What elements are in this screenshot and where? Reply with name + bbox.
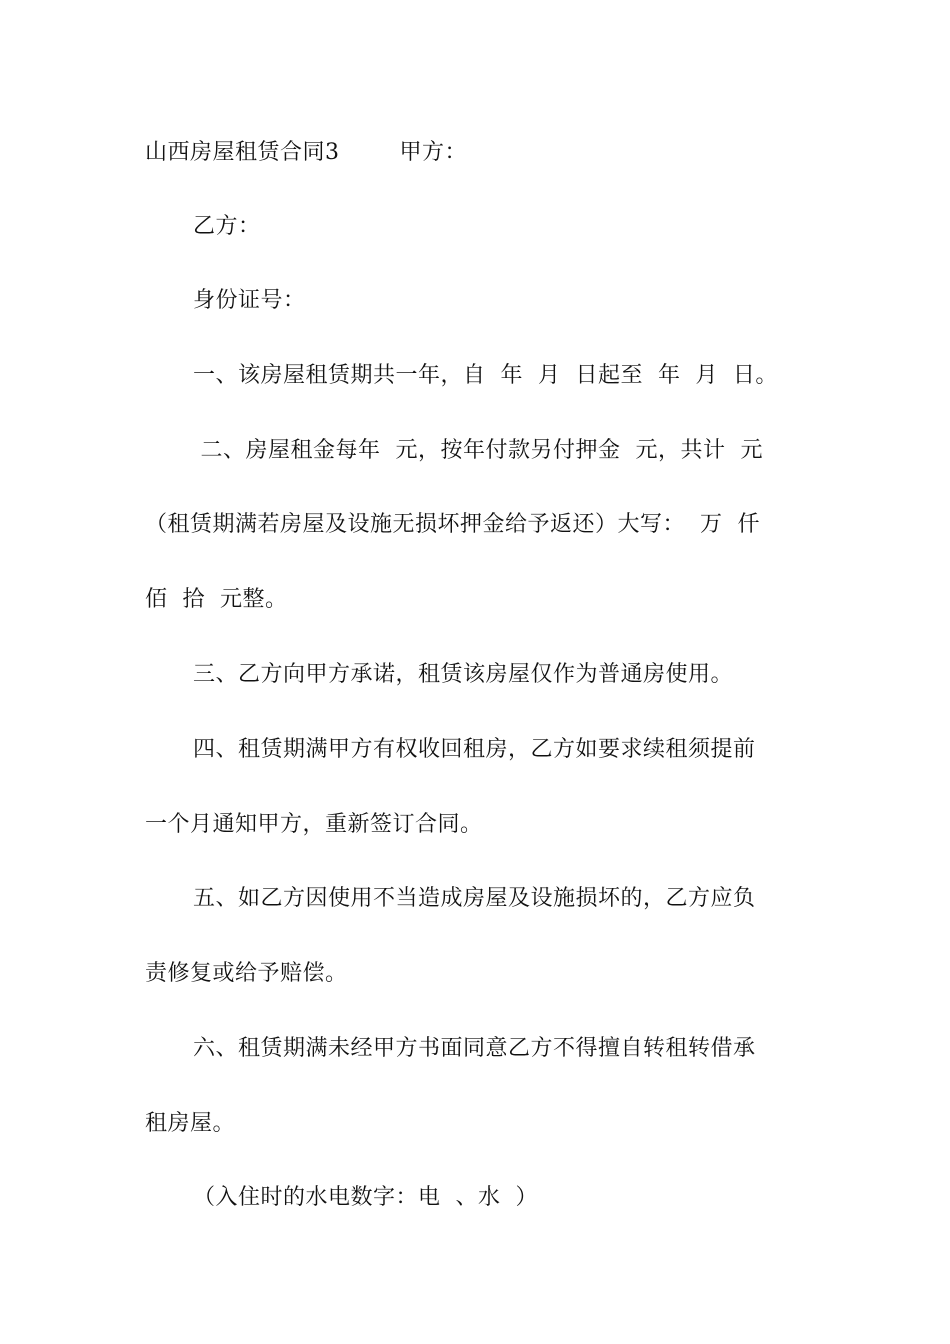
clause-5-line-2: 责修复或给予赔偿。 [145, 961, 348, 986]
title-line: 山西房屋租赁合同3 甲方： [145, 140, 467, 165]
id-number-label: 身份证号： [193, 288, 306, 313]
utilities-note: （入住时的水电数字：电 、水 ） [193, 1185, 538, 1210]
clause-4-line-2: 一个月通知甲方，重新签订合同。 [145, 812, 483, 837]
clause-5-line-1: 五、如乙方因使用不当造成房屋及设施损坏的，乙方应负 [193, 886, 756, 911]
clause-6-line-1: 六、租赁期满未经甲方书面同意乙方不得擅自转租转借承 [193, 1036, 756, 1061]
clause-2-line-1: 二、房屋租金每年 元，按年付款另付押金 元，共计 元 [193, 438, 763, 463]
clause-3: 三、乙方向甲方承诺，租赁该房屋仅作为普通房使用。 [193, 662, 734, 687]
clause-6-line-2: 租房屋。 [145, 1111, 236, 1136]
clause-2-line-3: 佰 拾 元整。 [145, 587, 288, 612]
clause-2-line-2: （租赁期满若房屋及设施无损坏押金给予返还）大写： 万 仟 [145, 512, 760, 537]
clause-1: 一、该房屋租赁期共一年，自 年 月 日起至 年 月 日。 [193, 363, 778, 388]
clause-4-line-1: 四、租赁期满甲方有权收回租房，乙方如要求续租须提前 [193, 737, 756, 762]
party-b-label: 乙方： [193, 214, 261, 239]
